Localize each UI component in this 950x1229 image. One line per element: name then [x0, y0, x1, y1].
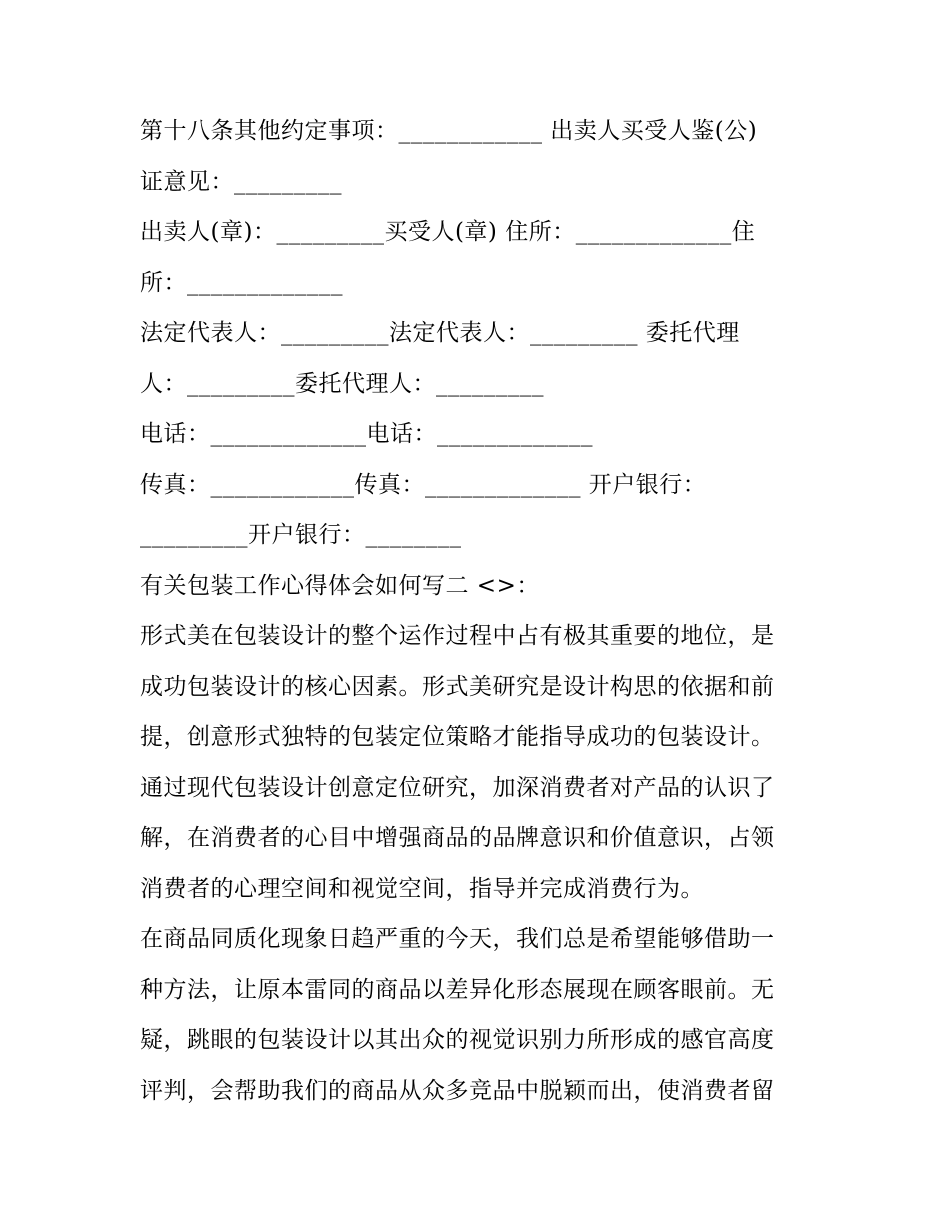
paragraph-1-line-2: 成功包装设计的核心因素。形式美研究是设计构思的依据和前: [140, 673, 775, 700]
legal-representative-line: 法定代表人：_________法定代表人：_________ 委托代理: [140, 320, 740, 346]
notary-opinion-line: 证意见：_________: [140, 168, 342, 195]
phone-line: 电话：_____________电话：_____________: [140, 421, 593, 447]
fax-bank-line: 传真：____________传真：_____________ 开户银行：: [140, 471, 707, 498]
paragraph-1-line-3: 提，创意形式独特的包装定位策略才能指导成功的包装设计。: [140, 724, 775, 750]
seller-buyer-seal-address-line: 出卖人(章)：_________买受人(章) 住所：_____________住: [140, 219, 756, 245]
address-line: 所：_____________: [140, 269, 343, 296]
authorized-agent-line: 人：_________委托代理人：_________: [140, 370, 544, 397]
paragraph-1-line-5: 解，在消费者的心目中增强商品的品牌意识和价值意识，占领: [140, 825, 775, 851]
paragraph-2-line-4: 评判，会帮助我们的商品从众多竞品中脱颖而出，使消费者留: [140, 1077, 775, 1104]
paragraph-1-line-4: 通过现代包装设计创意定位研究，加深消费者对产品的认识了: [140, 774, 775, 801]
paragraph-1-line-6: 消费者的心理空间和视觉空间，指导并完成消费行为。: [140, 875, 704, 902]
document-page: [140, 106, 820, 1116]
section-heading: 有关包装工作心得体会如何写二 <>：: [140, 572, 540, 599]
paragraph-1-line-1: 形式美在包装设计的整个运作过程中占有极其重要的地位，是: [140, 623, 775, 649]
paragraph-2-line-1: 在商品同质化现象日趋严重的今天，我们总是希望能够借助一: [140, 926, 775, 952]
paragraph-2-line-2: 种方法，让原本雷同的商品以差异化形态展现在顾客眼前。无: [140, 976, 775, 1003]
contract-clause-18-line: 第十八条其他约定事项：____________ 出卖人买受人鉴(公): [140, 118, 758, 144]
bank-account-line: _________开户银行：________: [140, 522, 462, 548]
paragraph-2-line-3: 疑，跳眼的包装设计以其出众的视觉识别力所形成的感官高度: [140, 1027, 775, 1053]
